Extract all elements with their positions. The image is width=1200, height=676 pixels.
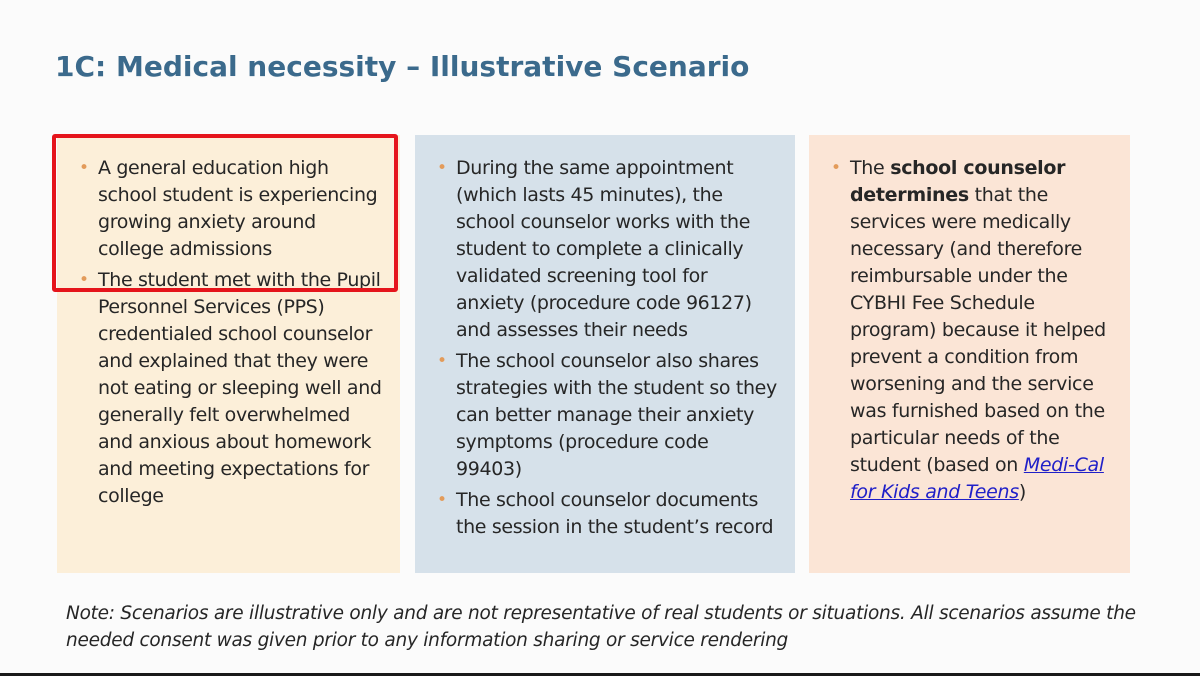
bullet-text: The student met with the Pupil Personnel Services (PPS) credentialed school counselor and explained that they were not eating or sleeping well and generally felt overwhelmed and anxious about homework and meeting expectations for college (98, 269, 382, 507)
bullet-dot-icon: • (437, 351, 447, 371)
bullet-list (437, 155, 779, 541)
bullet-dot-icon: • (831, 158, 841, 178)
list-item (437, 348, 779, 483)
bullet-dot-icon: • (79, 158, 89, 178)
bullet-text: The school counselor also shares strategies with the student so they can better manage their anxiety symptoms (procedure code 99403) (456, 350, 777, 480)
bullet-list (831, 155, 1114, 506)
scenario-column-2 (415, 135, 795, 573)
footnote: Note: Scenarios are illustrative only and are not representative of real students or situations. All scenarios assume the needed consent was given prior to any information sharing or service rendering (66, 603, 1136, 651)
bullet-text-intro: The (850, 157, 891, 179)
bullet-text-bold: school counselor determines (850, 157, 1066, 206)
list-item (79, 155, 384, 263)
bullet-text: A general education high school student is experiencing growing anxiety around college admissions (98, 157, 378, 260)
list-item (79, 267, 384, 510)
bullet-list (79, 155, 384, 510)
slide-title: 1C: Medical necessity – Illustrative Scenario (55, 50, 750, 83)
medi-cal-link[interactable]: Medi-Cal for Kids and Teens (850, 454, 1104, 503)
bullet-text-body: that the services were medically necessary (and therefore reimbursable under the CYBHI Fee Schedule program) because it helped prevent a condition from worsening and the service was furnished based on the particular needs of the student (based on (850, 184, 1106, 476)
scenario-column-3 (809, 135, 1130, 573)
bullet-dot-icon: • (437, 490, 447, 510)
bullet-text-end: ) (1018, 481, 1026, 503)
bullet-text: The school counselor documents the session in the student’s record (456, 489, 774, 538)
bullet-dot-icon: • (79, 270, 89, 290)
list-item (437, 487, 779, 541)
list-item (437, 155, 779, 344)
list-item (831, 155, 1114, 506)
bullet-dot-icon: • (437, 158, 447, 178)
scenario-column-1 (57, 135, 400, 573)
bullet-text: During the same appointment (which lasts 45 minutes), the school counselor works with the student to complete a clinically validated screening tool for anxiety (procedure code 96127) and assesses their needs (456, 157, 752, 341)
